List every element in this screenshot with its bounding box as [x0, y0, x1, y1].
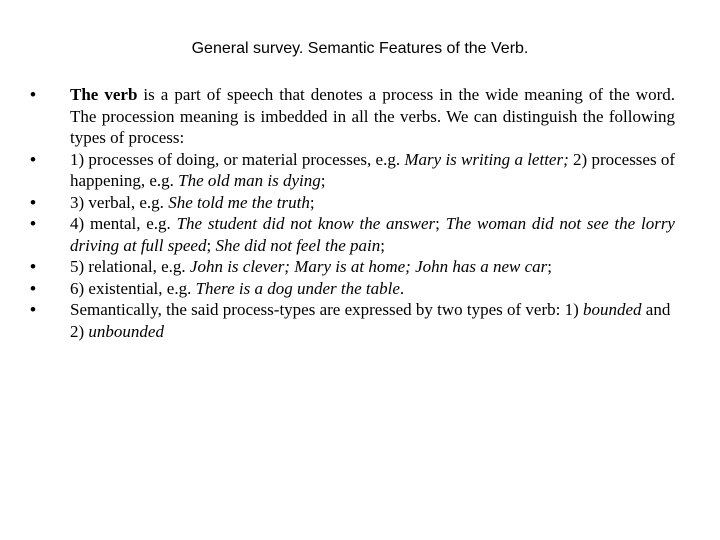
list-item — [30, 213, 675, 256]
item-text: ; — [435, 214, 446, 233]
example-text: The woman did not see the lorry driving at full speed — [70, 214, 675, 255]
item-text: ; — [547, 257, 553, 276]
item-text: ; — [380, 235, 385, 255]
bullet-icon: • — [30, 149, 36, 169]
list-item — [30, 149, 675, 192]
slide-title: General survey. Semantic Features of the Verb. — [191, 40, 529, 57]
bullet-list — [30, 84, 675, 342]
item-text: . — [399, 278, 405, 298]
item-text: 6) existential, e.g. — [70, 278, 196, 298]
example-text: She told me the truth — [168, 192, 310, 212]
example-text: bounded — [583, 300, 642, 319]
list-item — [30, 299, 675, 342]
item-text: is a part of speech that denotes a process in the wide meaning of the word. The procession meaning is imbedded in all the verbs. We can distinguish the following types of process: — [70, 85, 675, 147]
item-text: 3) verbal, e.g. — [70, 192, 169, 212]
item-text: 5) relational, e.g. — [70, 257, 190, 276]
item-text: ; — [320, 171, 326, 190]
bullet-icon: • — [30, 300, 36, 319]
list-item — [30, 192, 675, 214]
item-text: ; — [206, 235, 216, 255]
item-text: Semantically, the said process-types are expressed by two types of verb: 1) — [70, 300, 583, 319]
example-text: She did not feel the pain — [215, 235, 381, 255]
item-text: ; — [309, 192, 315, 212]
bold-lead: The verb — [70, 85, 138, 104]
list-item — [30, 256, 675, 278]
example-text: Mary is writing a letter; — [404, 149, 569, 169]
item-text: and 2) — [70, 300, 671, 341]
bullet-icon: • — [30, 85, 36, 104]
bullet-icon: • — [30, 257, 36, 276]
example-text: The old man is dying — [178, 171, 321, 190]
example-text: There is a dog under the table — [195, 278, 400, 298]
bullet-icon: • — [30, 278, 36, 298]
example-text: unbounded — [88, 321, 164, 341]
list-item — [30, 84, 675, 149]
example-text: The student did not know the answer — [176, 214, 436, 233]
bullet-icon: • — [30, 214, 36, 233]
item-text: 2) processes of happening, e.g. — [70, 149, 676, 190]
bullet-icon: • — [30, 192, 36, 212]
item-text: 1) processes of doing, or material processes, e.g. — [70, 149, 405, 169]
example-text: John is clever; Mary is at home; John has a new car — [189, 257, 548, 276]
item-text: 4) mental, e.g. — [70, 214, 177, 233]
list-item — [30, 278, 675, 300]
